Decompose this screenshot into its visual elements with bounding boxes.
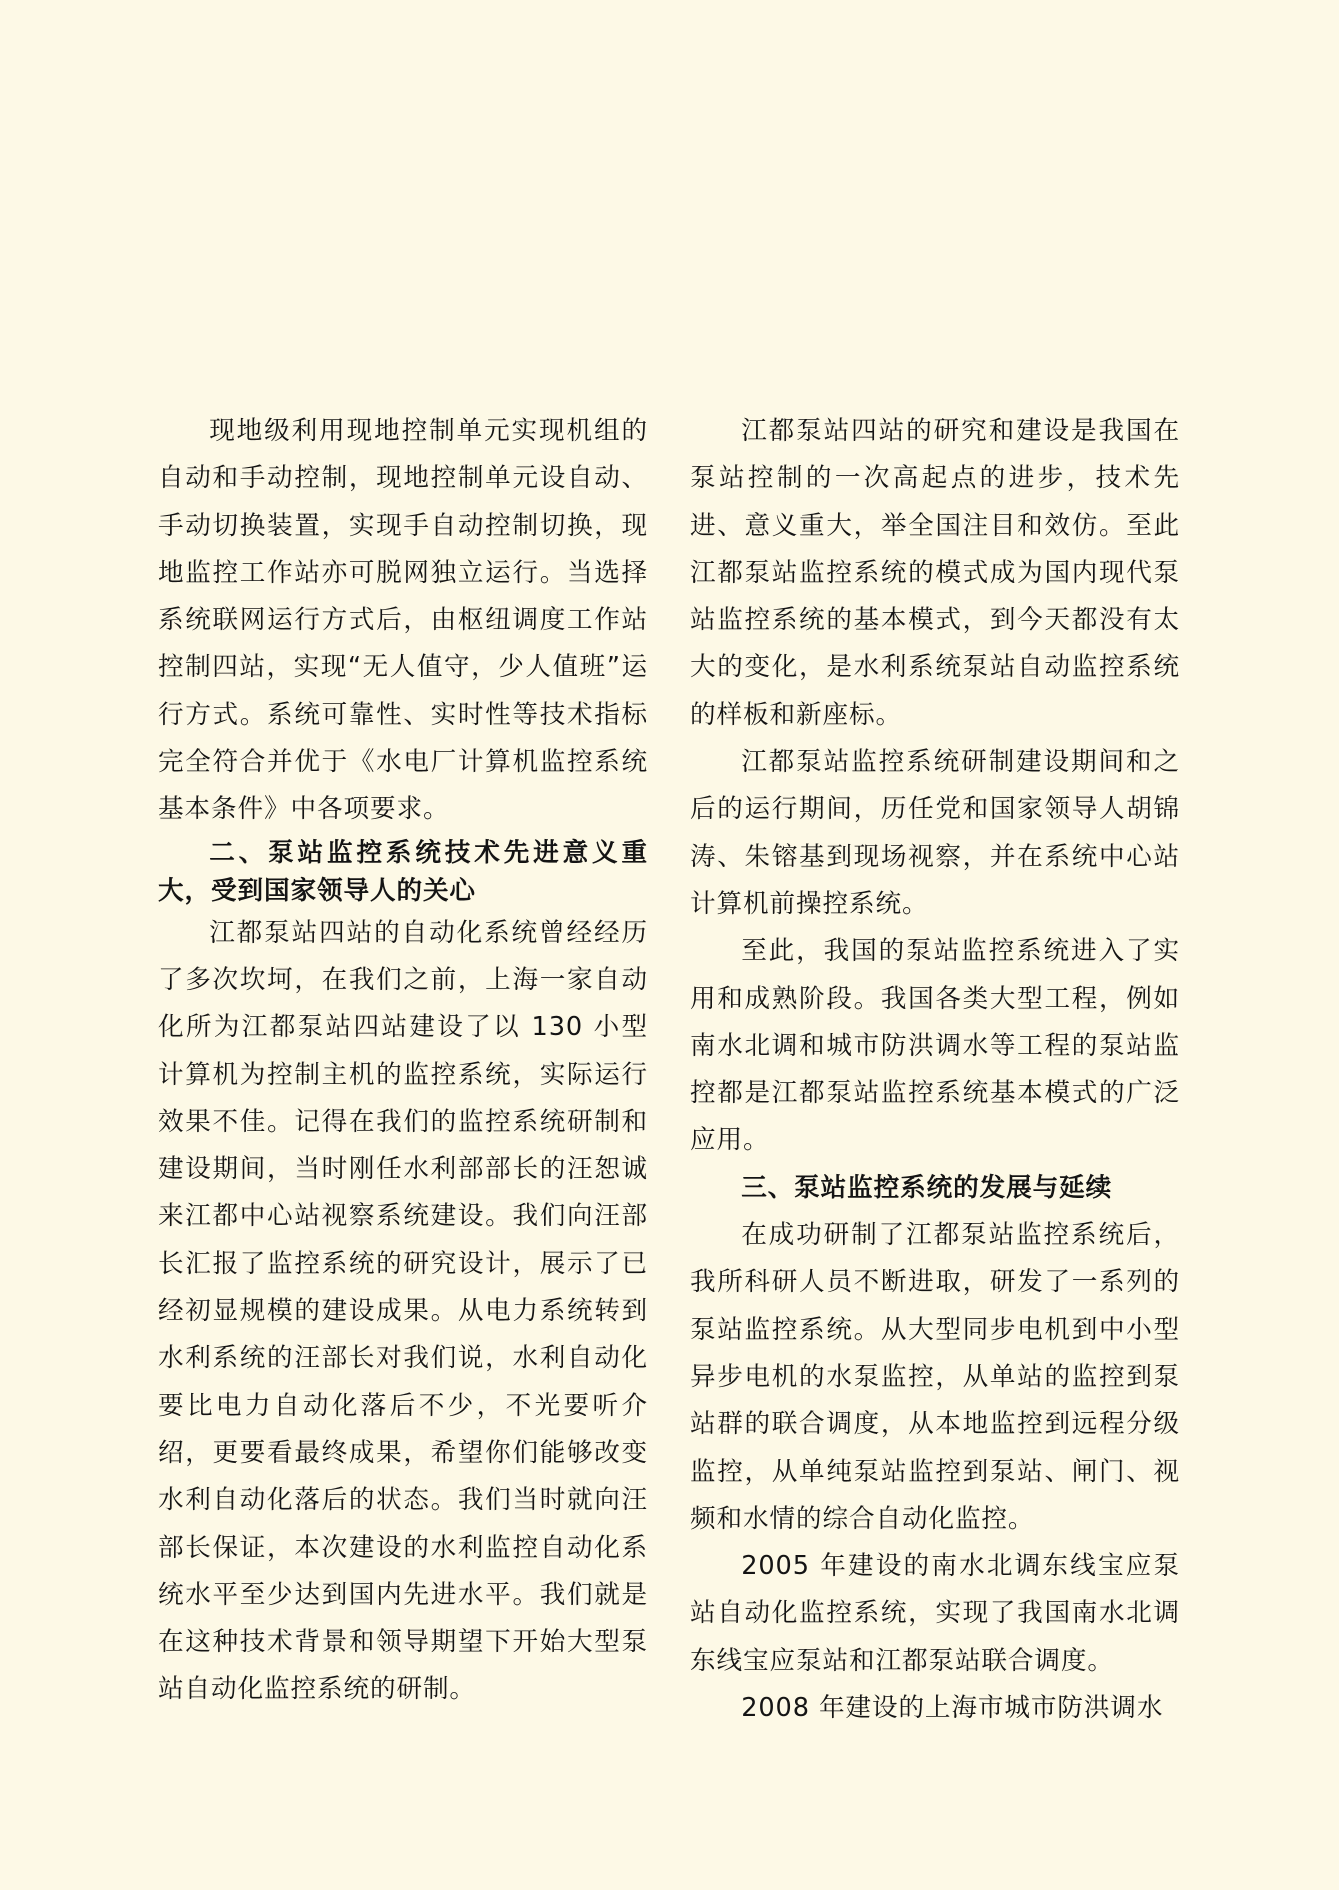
body-paragraph: 2005 年建设的南水北调东线宝应泵站自动化监控系统，实现了我国南水北调东线宝应泵站和江都泵站联合调度。 (690, 1551, 1180, 1676)
right-column (690, 408, 1180, 1732)
body-paragraph: 江都泵站四站的研究和建设是我国在泵站控制的一次高起点的进步，技术先进、意义重大，举全国注目和效仿。至此江都泵站监控系统的模式成为国内现代泵站监控系统的基本模式，到今天都没有太大的变化，是水利系统泵站自动监控系统的样板和新座标。 (690, 416, 1180, 730)
body-paragraph: 现地级利用现地控制单元实现机组的自动和手动控制，现地控制单元设自动、手动切换装置，实现手自动控制切换，现地监控工作站亦可脱网独立运行。当选择系统联网运行方式后，由枢纽调度工作站控制四站，实现“无人值守，少人值班”运行方式。系统可靠性、实时性等技术指标完全符合并优于《水电厂计算机监控系统基本条件》中各项要求。 (158, 416, 648, 825)
body-paragraph: 江都泵站四站的自动化系统曾经经历了多次坎坷，在我们之前，上海一家自动化所为江都泵站四站建设了以 130 小型计算机为控制主机的监控系统，实际运行效果不佳。记得在我们的监控系统研制和建设期间，当时刚任水利部部长的汪恕诚来江都中心站视察系统建设。我们向汪部长汇报了监控系统的研究设计，展示了已经初显规模的建设成果。从电力系统转到水利系统的汪部长对我们说，水利自动化要比电力自动化落后不少，不光要听介绍，更要看最终成果，希望你们能够改变水利自动化落后的状态。我们当时就向汪部长保证，本次建设的水利监控自动化系统水平至少达到国内先进水平。我们就是在这种技术背景和领导期望下开始大型泵站自动化监控系统的研制。 (158, 917, 648, 1705)
body-paragraph: 至此，我国的泵站监控系统进入了实用和成熟阶段。我国各类大型工程，例如南水北调和城市防洪调水等工程的泵站监控都是江都泵站监控系统基本模式的广泛应用。 (690, 936, 1180, 1156)
body-paragraph: 在成功研制了江都泵站监控系统后，我所科研人员不断进取，研发了一系列的泵站监控系统。从大型同步电机到中小型异步电机的水泵监控，从单站的监控到泵站群的联合调度，从本地监控到远程分级监控，从单纯泵站监控到泵站、闸门、视频和水情的综合自动化监控。 (690, 1220, 1180, 1534)
section-heading-2: 二、泵站监控系统技术先进意义重大，受到国家领导人的关心 (158, 837, 648, 906)
body-paragraph: 2008 年建设的上海市城市防洪调水 (741, 1693, 1164, 1724)
left-column (158, 408, 648, 1714)
body-paragraph: 江都泵站监控系统研制建设期间和之后的运行期间，历任党和国家领导人胡锦涛、朱镕基到现场视察，并在系统中心站计算机前操控系统。 (690, 747, 1180, 919)
section-heading-3: 三、泵站监控系统的发展与延续 (741, 1172, 1113, 1203)
